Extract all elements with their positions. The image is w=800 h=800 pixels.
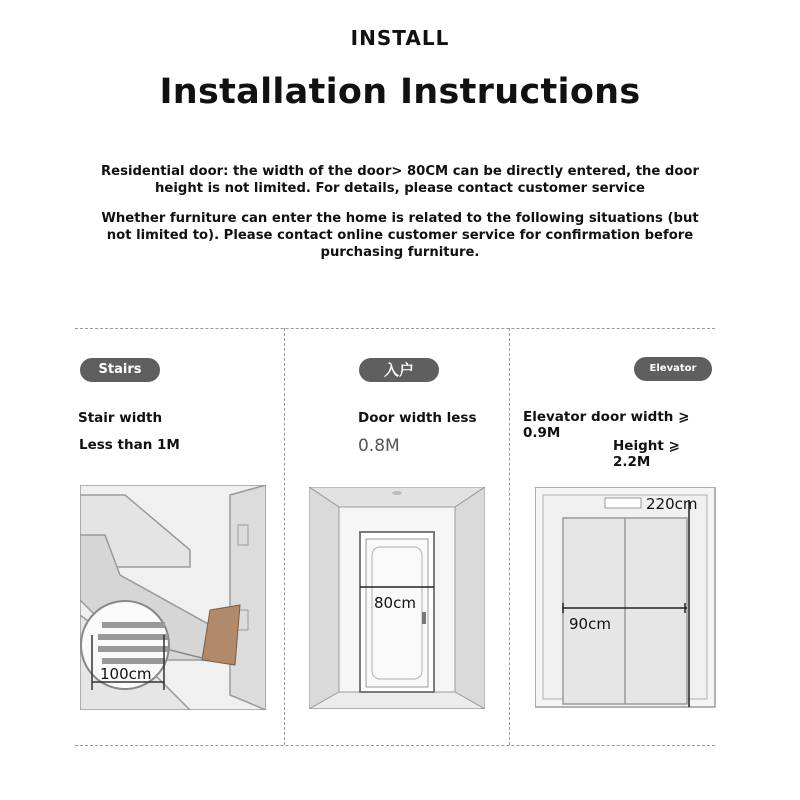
elevator-badge-label: Elevator (649, 363, 697, 374)
column-divider-1 (284, 328, 285, 745)
elevator-width-measurement: 90cm (569, 615, 611, 633)
stairs-panel (75, 330, 284, 745)
door-measurement: 80cm (374, 594, 416, 612)
elevator-badge (634, 357, 712, 381)
door-width-value: 0.8M (358, 436, 400, 456)
page-title: Installation Instructions (159, 72, 641, 112)
section-label: INSTALL (350, 26, 450, 50)
column-divider-2 (509, 328, 510, 745)
door-width-label: Door width less (358, 410, 477, 426)
bottom-divider (75, 745, 715, 746)
stairs-badge (80, 358, 160, 382)
entry-badge (359, 358, 439, 382)
entry-badge-label: 入户 (383, 361, 414, 379)
elevator-height-measurement: 220cm (646, 495, 698, 513)
stairs-badge-label: Stairs (98, 362, 142, 377)
elevator-height-label: Height ⩾ 2.2M (613, 438, 680, 470)
top-divider (75, 328, 715, 329)
stairs-measurement: 100cm (100, 665, 152, 683)
elevator-panel (511, 330, 717, 745)
stairs-limit-label: Less than 1M (79, 437, 180, 453)
stairs-width-label: Stair width (78, 410, 163, 426)
intro-paragraph-door: Residential door: the width of the door> 80CM can be directly entered, the door height is not limited. For details, please contact customer service (101, 164, 699, 196)
entry-door-panel (286, 330, 508, 745)
elevator-width-label: Elevator door width ⩾ 0.9M (523, 409, 690, 441)
intro-paragraph-furniture: Whether furniture can enter the home is related to the following situations (but not limited to). Please contact online customer service for confirmation before purchasing furniture. (101, 211, 699, 260)
elevator-illustration (535, 487, 717, 709)
